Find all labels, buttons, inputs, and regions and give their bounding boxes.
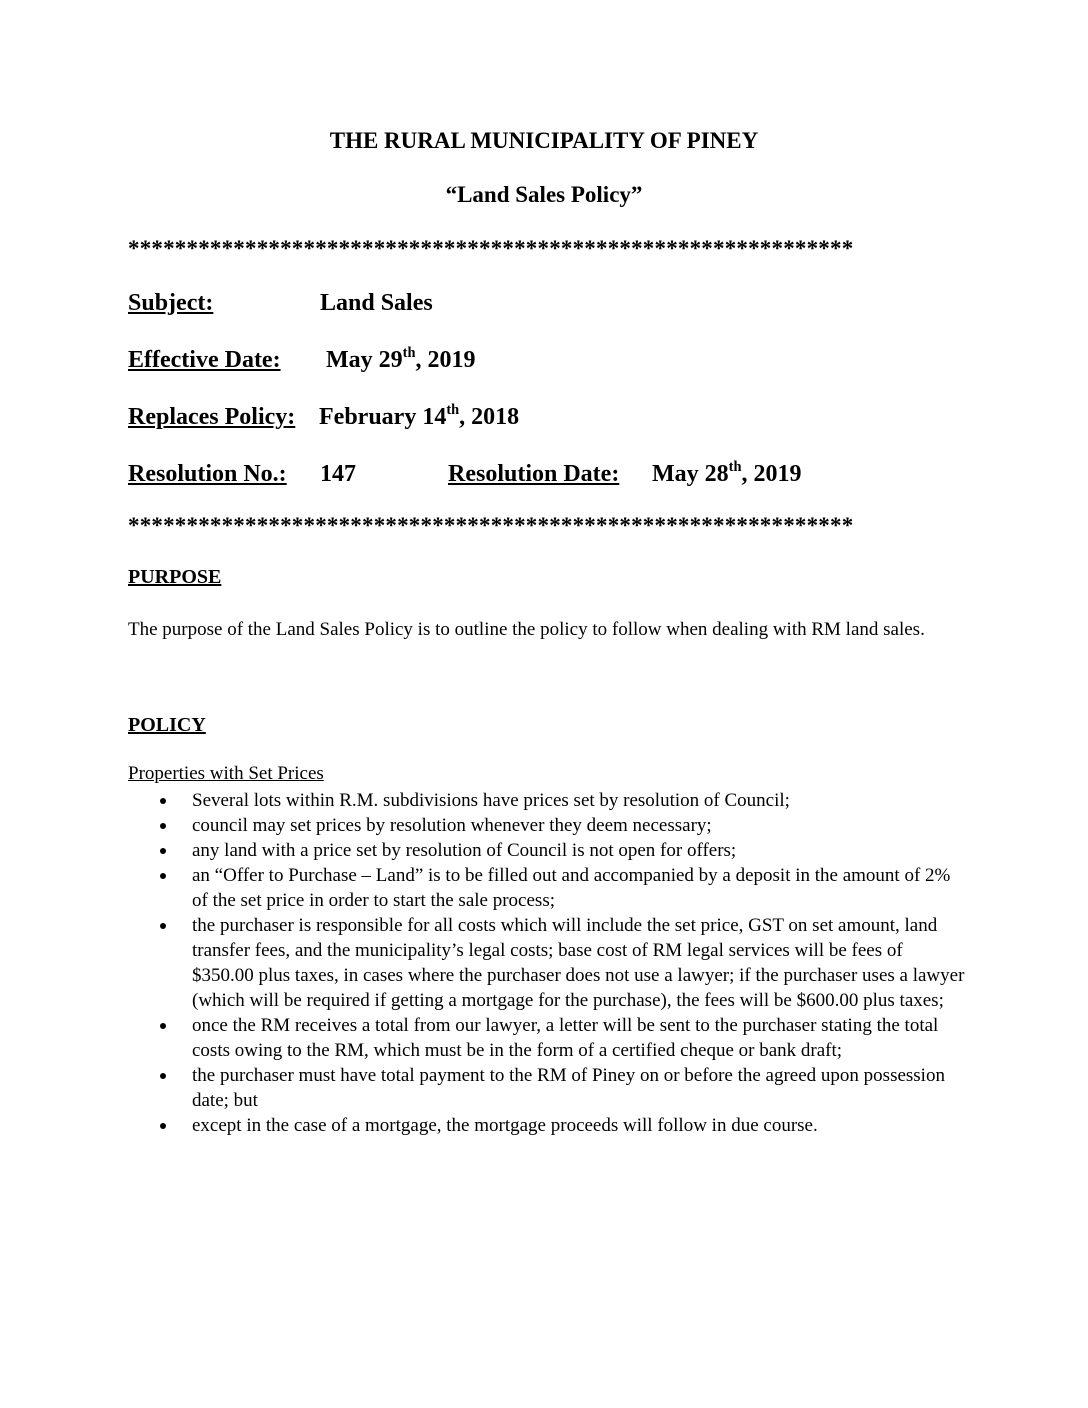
resolution-no-value: 147 (320, 461, 356, 487)
replaces-policy-label: Replaces Policy: (128, 404, 296, 430)
bullet-icon (160, 823, 166, 829)
policy-bullet-list (128, 788, 968, 1138)
effective-date-label: Effective Date: (128, 347, 281, 373)
bullet-icon (160, 798, 166, 804)
bullet-icon (160, 1073, 166, 1079)
bullet-icon (160, 848, 166, 854)
bullet-icon (160, 873, 166, 879)
policy-subheading: Properties with Set Prices (128, 763, 324, 784)
list-item: the purchaser is responsible for all costs which will include the set price, GST on set amount, land transfer fees, and the municipality’s legal costs; base cost of RM legal services will be fees of $350.00 plus taxes, in cases where the purchaser does not use a lawyer; if the purchaser uses a lawyer (which will be required if getting a mortgage for the purchase), the fees will be $600.00 plus taxes; (128, 913, 968, 1013)
list-item: an “Offer to Purchase – Land” is to be filled out and accompanied by a deposit in the amount of 2% of the set price in order to start the sale process; (128, 863, 968, 913)
purpose-text: The purpose of the Land Sales Policy is to outline the policy to follow when dealing with RM land sales. (128, 619, 925, 640)
document-subtitle: “Land Sales Policy” (445, 182, 643, 207)
bullet-icon (160, 1023, 166, 1029)
list-item: the purchaser must have total payment to the RM of Piney on or before the agreed upon possession date; but (128, 1063, 968, 1113)
list-item: Several lots within R.M. subdivisions have prices set by resolution of Council; (128, 788, 968, 813)
list-item: once the RM receives a total from our lawyer, a letter will be sent to the purchaser stating the total costs owing to the RM, which must be in the form of a certified cheque or bank draft; (128, 1013, 968, 1063)
purpose-heading: PURPOSE (128, 566, 222, 588)
list-item: except in the case of a mortgage, the mortgage proceeds will follow in due course. (128, 1113, 968, 1138)
subject-label: Subject: (128, 290, 214, 316)
effective-date-value: May 29th, 2019 (326, 344, 476, 373)
document-title: THE RURAL MUNICIPALITY OF PINEY (329, 128, 759, 153)
list-item: any land with a price set by resolution of Council is not open for offers; (128, 838, 968, 863)
separator-bottom: ************************************************************** (128, 513, 854, 538)
bullet-icon (160, 923, 166, 929)
list-item: council may set prices by resolution whenever they deem necessary; (128, 813, 968, 838)
bullet-icon (160, 1123, 166, 1129)
resolution-date-label: Resolution Date: (448, 461, 620, 487)
replaces-policy-value: February 14th, 2018 (319, 401, 520, 430)
resolution-date-value: May 28th, 2019 (652, 458, 802, 487)
subject-value: Land Sales (320, 290, 433, 316)
resolution-no-label: Resolution No.: (128, 461, 287, 487)
policy-heading: POLICY (128, 714, 206, 736)
separator-top: ************************************************************** (128, 236, 854, 261)
